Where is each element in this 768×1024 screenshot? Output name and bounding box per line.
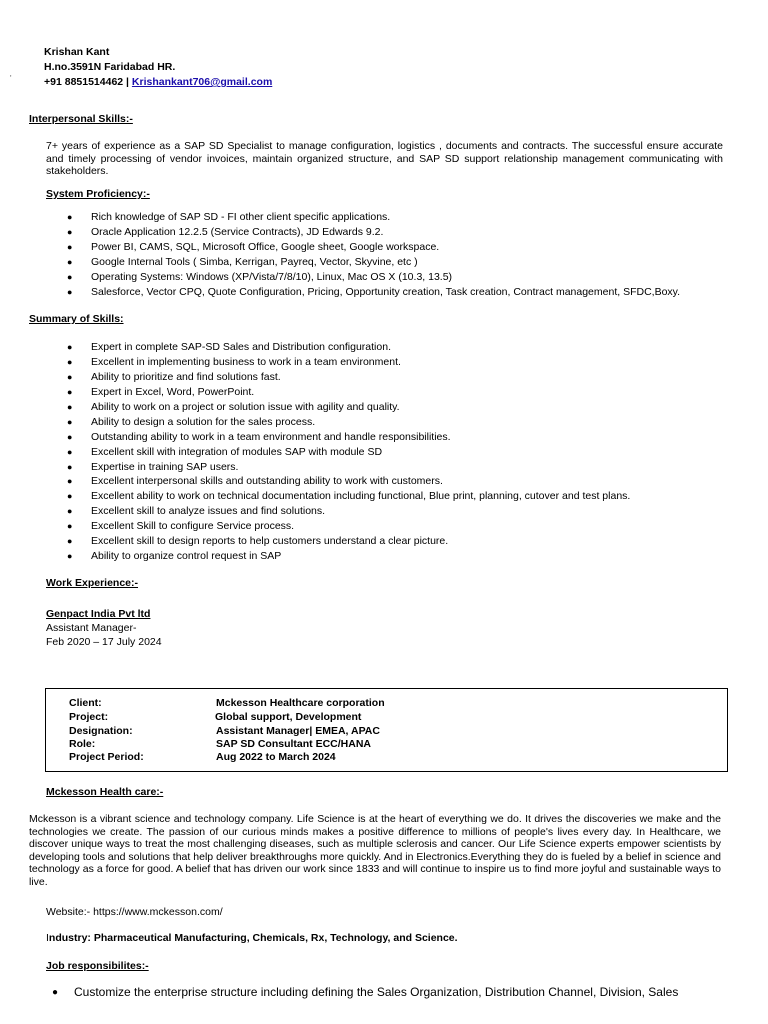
bullet-icon: ● [67, 491, 73, 502]
list-item: ● Expert in Excel, Word, PowerPoint. [67, 385, 255, 398]
list-item: ● Google Internal Tools ( Simba, Kerrigan, Payreq, Vector, Skyvine, etc ) [67, 255, 418, 268]
candidate-address: H.no.3591N Faridabad HR. [44, 61, 176, 73]
bullet-icon: ● [67, 256, 73, 267]
bullet-icon: ● [67, 371, 73, 382]
contact-line [44, 75, 272, 90]
list-item: ● Excellent interpersonal skills and outstanding ability to work with customers. [67, 475, 443, 488]
bullet-icon: ● [67, 416, 73, 427]
bullet-icon: ● [67, 226, 73, 237]
job-responsibilities-heading: Job responsibilites:- [46, 960, 149, 972]
bullet-icon: ● [67, 386, 73, 397]
mckesson-heading: Mckesson Health care:- [46, 786, 164, 798]
summary-heading: Summary of Skills: [29, 313, 124, 325]
list-item: ● Ability to design a solution for the sales process. [67, 415, 316, 428]
bullet-icon: ● [67, 356, 73, 367]
summary-list [67, 340, 630, 564]
phone-number: +91 8851514462 | [44, 76, 129, 88]
company-name: Genpact India Pvt ltd [46, 608, 151, 620]
list-item: ● Ability to organize control request in SAP [67, 550, 282, 563]
bullet-icon: ● [67, 536, 73, 547]
email-link[interactable]: Krishankant706@gmail.com [131, 76, 273, 88]
industry-line: Industry: Pharmaceutical Manufacturing, Chemicals, Rx, Technology, and Science. [46, 932, 458, 944]
list-item: ● Excellent ability to work on technical documentation including functional, Blue print, planning, cutover and test plans. [67, 490, 631, 503]
list-item: ● Expert in complete SAP-SD Sales and Distribution configuration. [67, 341, 391, 353]
bullet-icon: ● [67, 521, 73, 532]
bullet-icon: ● [67, 401, 73, 412]
list-item: ● Oracle Application 12.2.5 (Service Contracts), JD Edwards 9.2. [67, 225, 384, 238]
bullet-icon: ● [67, 286, 73, 297]
bullet-icon: ● [52, 987, 59, 998]
mckesson-description: Mckesson is a vibrant science and technology company. Life Science is at the heart of everything we do. It drives the discoveries we make and the technologies we create. The passion of our curious minds makes a positive difference to millions of people's lives every day. In Healthcare, we discover unique ways to treat the most challenging diseases, such as multiple sclerosis and cancer. Our Life Science experts empower scientists by developing tools and solutions that help deliver breakthroughs more quickly. And in Electronics.Everything they do is fueled by a belief in science and technology as a force for good. A belief that has driven our work since 1833 and will continue to inspire us to find more joyful and sustainable ways to live. [29, 813, 721, 888]
contact-header [44, 45, 272, 90]
bullet-icon: ● [67, 461, 73, 472]
job-period: Feb 2020 – 17 July 2024 [46, 636, 162, 648]
list-item: ● Excellent in implementing business to work in a team environment. [67, 355, 401, 368]
candidate-name: Krishan Kant [44, 46, 110, 58]
website-line: Website:- https://www.mckesson.com/ [46, 906, 223, 918]
list-item: ● Excellent skill with integration of modules SAP with module SD [67, 445, 383, 458]
bullet-icon: ● [67, 271, 73, 282]
bullet-icon: ● [67, 241, 73, 252]
bullet-icon: ● [67, 431, 73, 442]
list-item: ● Operating Systems: Windows (XP/Vista/7/8/10), Linux, Mac OS X (10.3, 13.5) [67, 270, 453, 283]
bullet-icon: ● [67, 342, 73, 352]
list-item: ● Excellent Skill to configure Service process. [67, 520, 295, 533]
list-item: ● Expertise in training SAP users. [67, 460, 239, 473]
system-proficiency-heading: System Proficiency:- [46, 188, 150, 200]
list-item: ● Excellent skill to analyze issues and find solutions. [67, 505, 326, 518]
stray-mark: ' [10, 74, 12, 83]
bullet-icon: ● [67, 506, 73, 517]
list-item: ● Ability to prioritize and find solutions fast. [67, 370, 281, 383]
list-item: ● Outstanding ability to work in a team environment and handle responsibilities. [67, 430, 451, 443]
interpersonal-text: 7+ years of experience as a SAP SD Specialist to manage configuration, logistics , documents and contracts. The successful ensure accurate and timely processing of vendor invoices, maintain organized structure, and SAP SD support relationship management communicating with stakeholders. [46, 140, 723, 177]
client-info-box: Client: Mckesson Healthcare corporation Project: Global support, Development Designation: Assistant Manager| EMEA, APAC Role: SAP SD Consultant ECC/HANA Project Period: Aug 2022 to March 2024 [45, 688, 728, 772]
interpersonal-heading: Interpersonal Skills:- [29, 113, 133, 125]
job-entry [46, 607, 162, 649]
list-item: ● Excellent skill to design reports to help customers understand a clear picture. [67, 535, 449, 548]
bullet-icon: ● [67, 446, 73, 457]
bullet-icon: ● [67, 476, 73, 487]
list-item: ● Ability to work on a project or solution issue with agility and quality. [67, 400, 400, 413]
work-experience-heading: Work Experience:- [46, 577, 139, 589]
bullet-icon: ● [67, 551, 73, 562]
job-title: Assistant Manager- [46, 622, 137, 634]
list-item: ● Rich knowledge of SAP SD - FI other client specific applications. [67, 211, 391, 223]
list-item: ● Salesforce, Vector CPQ, Quote Configuration, Pricing, Opportunity creation, Task creation, Contract management, SFDC,Boxy. [67, 285, 681, 298]
system-proficiency-list [67, 210, 680, 300]
list-item: ● Power BI, CAMS, SQL, Microsoft Office, Google sheet, Google workspace. [67, 240, 440, 253]
bullet-icon: ● [67, 212, 73, 222]
